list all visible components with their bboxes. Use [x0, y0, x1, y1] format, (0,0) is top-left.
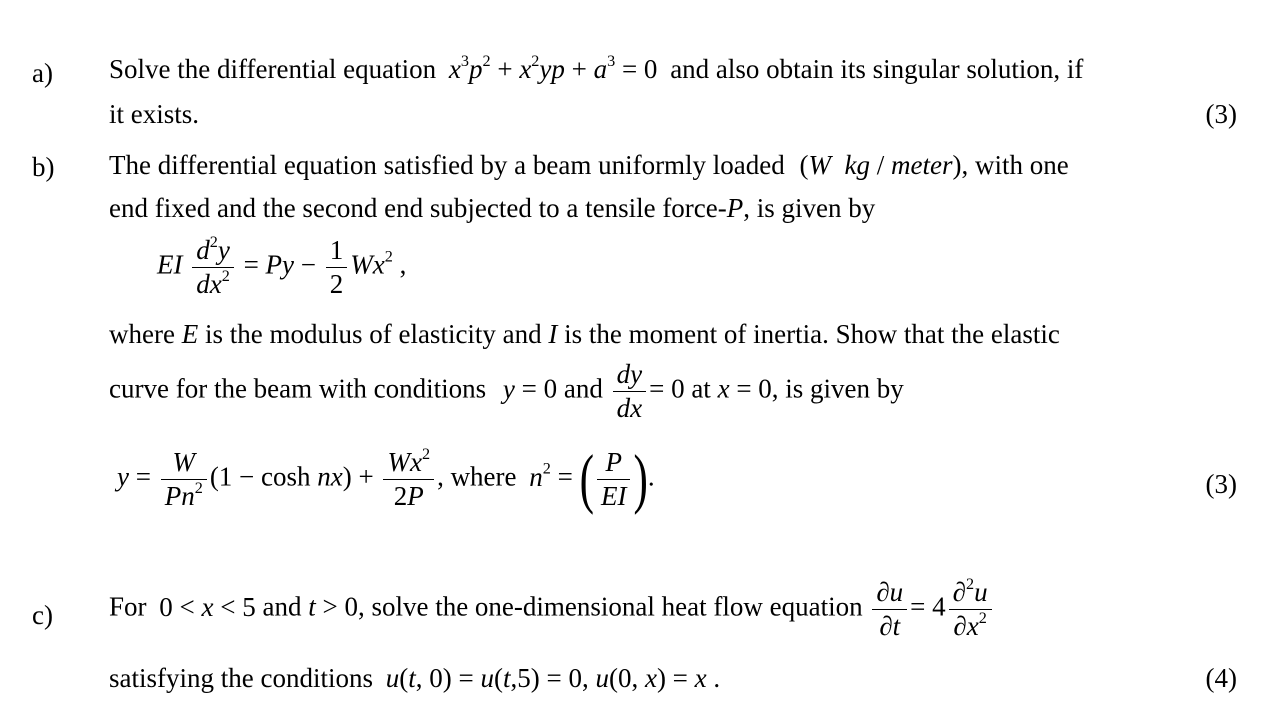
problem-c-line-1: For 0 < x < 5 and t > 0, solve the one-dimensional heat flow equation $\frac{\partial u}{\partial t}$ = 4 $\frac{\partial^2u}{\partial x^2}$ — [109, 576, 995, 643]
d2y-dx2-fraction: $\frac{d^2y}{dx^2}$ — [192, 234, 234, 301]
problem-a-line-1: Solve the differential equation $x^3p^2 + x^2yp + a^3 = 0$ and also obtain its singular solution, if — [109, 51, 1084, 84]
d2u-dx2-fraction: $\frac{\partial^2u}{\partial x^2}$ — [949, 576, 992, 643]
problem-a-label: a) — [32, 58, 53, 88]
problem-b-label: b) — [32, 152, 55, 182]
dy-dx-fraction: $\frac{dy}{dx}$ — [613, 358, 646, 425]
wx2-over-2p-fraction: $\frac{Wx^2}{2P}$ — [383, 446, 434, 513]
p-over-ei-fraction: $\frac{P}{EI}$ — [597, 446, 630, 513]
problem-a-line-2: it exists. — [109, 99, 200, 129]
one-half-fraction: $\frac{1}{2}$ — [326, 234, 348, 301]
du-dt-fraction: $\frac{\partial u}{\partial t}$ — [872, 576, 907, 643]
beam-equation: EI $\frac{d^2y}{dx^2}$ = Py − $\frac{1}{2}$ Wx$^2$ , — [157, 232, 407, 299]
problem-b-line-3: where E is the modulus of elasticity and I is the moment of inertia. Show that the elastic — [109, 319, 1060, 349]
problem-a-marks: (3) — [1205, 99, 1237, 129]
problem-b-line-2: end fixed and the second end subjected to a tensile force-P, is given by — [109, 193, 876, 223]
load-expression: (W kg / meter) — [799, 150, 962, 180]
problem-c-marks: (4) — [1205, 663, 1237, 693]
problem-b-line-4: curve for the beam with conditions y = 0 and $\frac{dy}{dx}$ = 0 at x = 0, is given by — [109, 359, 904, 423]
equation-a: $x^3p^2 + x^2yp + a^3 = 0$ — [448, 51, 658, 84]
problem-b-line-1: The differential equation satisfied by a beam uniformly loaded (W kg / meter), with one — [109, 150, 1069, 180]
problem-c-line-2: satisfying the conditions u(t, 0) = u(t,5) = 0, u(0, x) = x . — [109, 663, 721, 693]
problem-b-marks: (3) — [1205, 469, 1237, 499]
problem-c-label: c) — [32, 600, 53, 630]
w-over-pn2-fraction: $\frac{W}{Pn^2}$ — [161, 446, 207, 513]
elastic-curve-solution: y = $\frac{W}{Pn^2}$ (1 − cosh nx) + $\frac{Wx^2}{2P}$ , where $n^2$ = ( $\frac{P}{EI}$ ). — [117, 443, 655, 516]
boundary-conditions: u(t, 0) = u(t,5) = 0, u(0, x) = x . — [385, 663, 721, 693]
